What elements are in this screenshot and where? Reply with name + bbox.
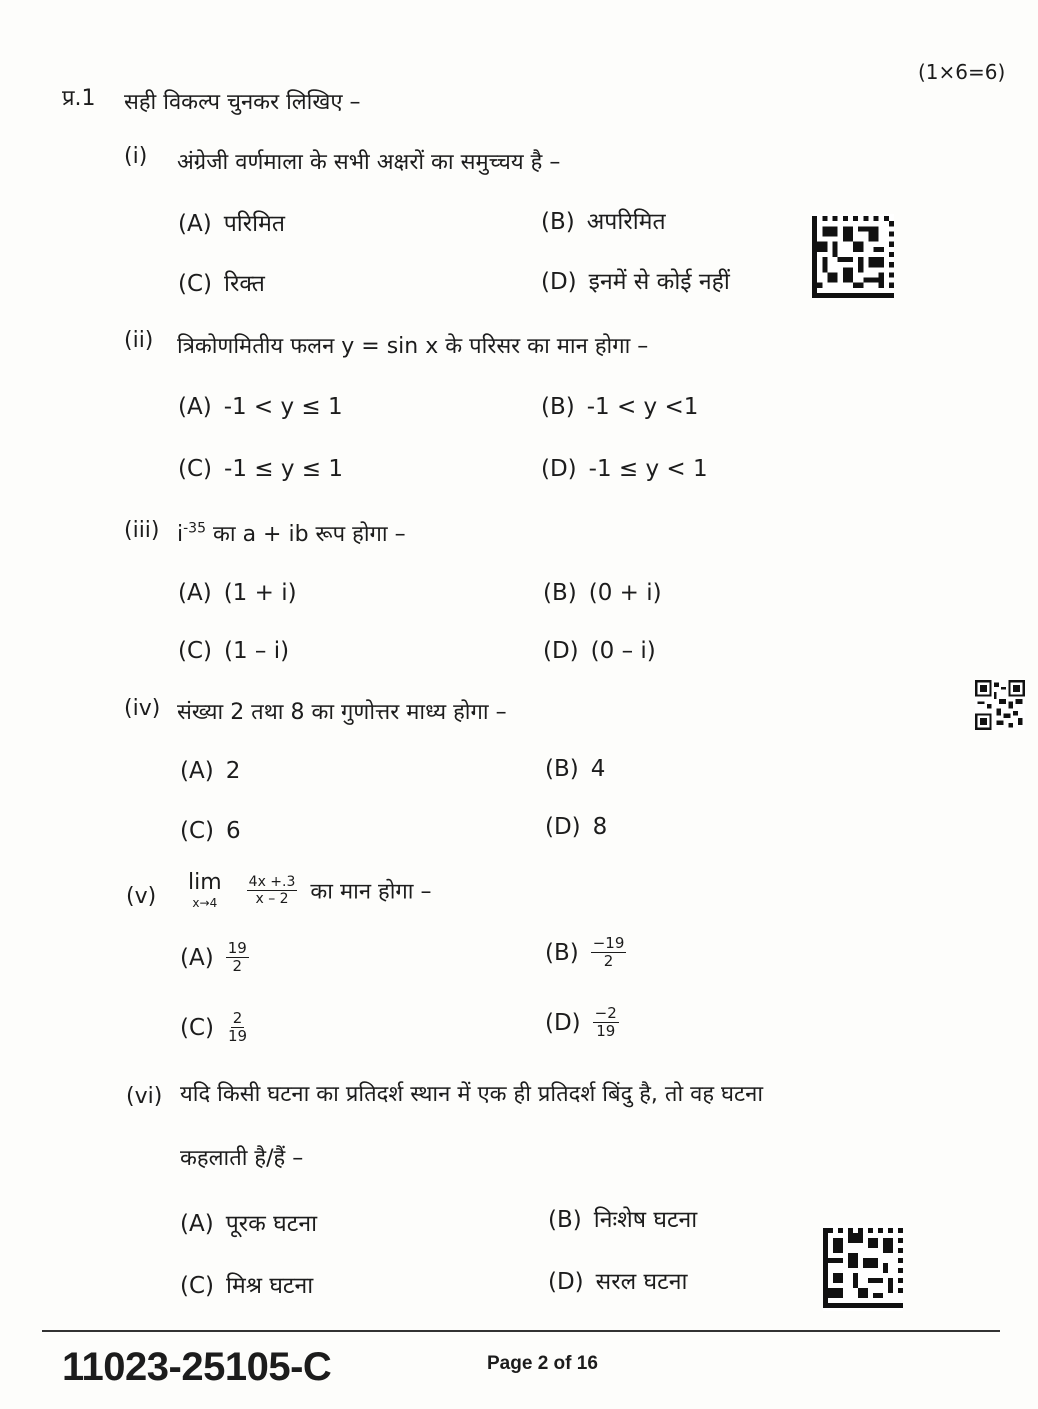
question-text: संख्या 2 तथा 8 का गुणोत्तर माध्य होगा – (177, 700, 507, 725)
sub-question-number: (ii) (124, 328, 154, 353)
marks-label: (1×6=6) (918, 60, 1006, 84)
option-a: (A) (1 + i) (178, 580, 297, 606)
page-number: Page 2 of 16 (487, 1353, 598, 1374)
option-d: (D) $\frac{-2}{19}$ (545, 1004, 617, 1041)
sub-question-number: (i) (124, 144, 148, 169)
instruction-text: सही विकल्प चुनकर लिखिए – (124, 90, 361, 115)
sub-question-number: (iii) (124, 518, 160, 543)
option-b: (B) (0 + i) (543, 580, 662, 606)
option-d: (D) -1 ≤ y < 1 (541, 456, 708, 482)
option-b: (B) $\frac{-19}{2}$ (545, 934, 625, 971)
option-a: (A) $\frac{19}{2}$ (180, 939, 247, 976)
paper-code: 11023-25105-C (62, 1345, 332, 1389)
option-d: (D) 8 (545, 814, 608, 840)
option-b: (B) 4 (545, 756, 606, 782)
option-c: (C) $\frac{2}{19}$ (180, 1009, 248, 1046)
option-d: (D) इनमें से कोई नहीं (541, 269, 730, 295)
sub-question-number: (vi) (126, 1084, 163, 1109)
limit-fraction: $\frac{4x +.3}{x - 2}$ (248, 873, 296, 907)
footer-divider (42, 1330, 1000, 1332)
option-c: (C) 6 (180, 818, 241, 844)
option-b: (B) निःशेष घटना (548, 1207, 698, 1233)
option-c: (C) -1 ≤ y ≤ 1 (178, 456, 343, 482)
option-b: (B) -1 < y <1 (541, 394, 699, 420)
question-text: अंग्रेजी वर्णमाला के सभी अक्षरों का समुच्चय है – (177, 150, 561, 175)
option-b: (B) अपरिमित (541, 209, 666, 235)
option-d: (D) सरल घटना (548, 1269, 688, 1295)
datamatrix-code-bottom (823, 1225, 903, 1311)
option-c: (C) मिश्र घटना (180, 1273, 314, 1299)
option-d: (D) (0 – i) (543, 638, 656, 664)
sub-question-number: (iv) (124, 696, 161, 721)
question-text-line2: कहलाती है/हैं – (180, 1146, 304, 1171)
option-a: (A) परिमित (178, 211, 285, 237)
question-text: lim x→4 $\frac{4x +.3}{x - 2}$ का मान होगा – (188, 870, 432, 910)
question-text: $i^{-35}$ का a + ib रूप होगा – (177, 520, 406, 547)
option-a: (A) -1 < y ≤ 1 (178, 394, 343, 420)
sub-question-number: (v) (126, 884, 157, 909)
question-number: प्र.1 (62, 86, 96, 111)
option-a: (A) 2 (180, 758, 241, 784)
option-c: (C) (1 – i) (178, 638, 290, 664)
qr-code-side (975, 680, 1025, 730)
datamatrix-code-top (812, 214, 894, 300)
question-text: त्रिकोणमितीय फलन y = sin x के परिसर का मान होगा – (177, 334, 649, 359)
question-text: यदि किसी घटना का प्रतिदर्श स्थान में एक ही प्रतिदर्श बिंदु है, तो वह घटना (180, 1082, 764, 1107)
option-a: (A) पूरक घटना (180, 1211, 318, 1237)
option-c: (C) रिक्त (178, 271, 265, 297)
limit-operator: lim x→4 (188, 870, 222, 910)
